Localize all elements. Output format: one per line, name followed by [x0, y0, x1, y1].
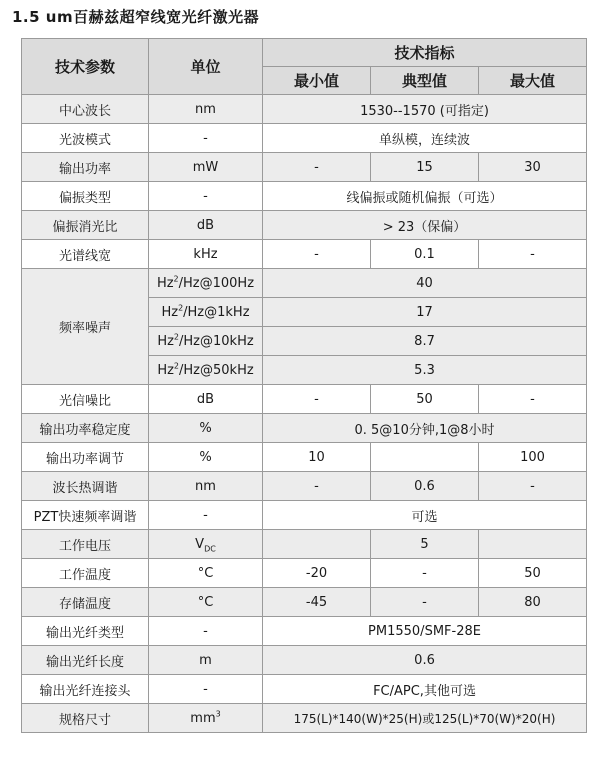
unit-sup: 2	[173, 361, 180, 371]
table-row	[22, 646, 587, 675]
unit-rest: /Hz@1kHz	[183, 304, 250, 320]
param-typ: 5	[371, 530, 479, 559]
param-unit: dB	[149, 385, 263, 414]
param-unit	[149, 269, 263, 298]
param-min: -	[263, 153, 371, 182]
table-row	[22, 211, 587, 240]
unit-rest: /Hz@50kHz	[179, 362, 254, 378]
param-unit	[149, 298, 263, 327]
param-max: 100	[479, 443, 587, 472]
param-unit	[149, 327, 263, 356]
param-name: 光谱线宽	[22, 240, 149, 269]
param-value: FC/APC,其他可选	[263, 675, 587, 704]
param-unit: °C	[149, 588, 263, 617]
param-min: -	[263, 240, 371, 269]
param-name: 输出功率稳定度	[22, 414, 149, 443]
param-name: 输出功率	[22, 153, 149, 182]
param-unit	[149, 356, 263, 385]
param-name: 输出光纤连接头	[22, 675, 149, 704]
param-min: 10	[263, 443, 371, 472]
param-name: 偏振类型	[22, 182, 149, 211]
header-min: 最小值	[263, 67, 371, 95]
param-unit: -	[149, 124, 263, 153]
param-max: 30	[479, 153, 587, 182]
table-row	[22, 675, 587, 704]
param-unit: nm	[149, 95, 263, 124]
param-typ: -	[371, 559, 479, 588]
unit-base: mm	[190, 710, 216, 726]
param-max: -	[479, 385, 587, 414]
param-name: 输出光纤长度	[22, 646, 149, 675]
param-name: 输出光纤类型	[22, 617, 149, 646]
param-unit: -	[149, 182, 263, 211]
table-row	[22, 124, 587, 153]
param-unit: -	[149, 617, 263, 646]
table-row	[22, 588, 587, 617]
table-row	[22, 95, 587, 124]
param-unit: mW	[149, 153, 263, 182]
param-name: PZT快速频率调谐	[22, 501, 149, 530]
unit-sup: 2	[173, 332, 180, 342]
param-min	[263, 530, 371, 559]
param-unit: nm	[149, 472, 263, 501]
header-max: 最大值	[479, 67, 587, 95]
param-typ: 50	[371, 385, 479, 414]
param-name: 规格尺寸	[22, 704, 149, 733]
header-unit: 单位	[149, 39, 263, 95]
param-value: 40	[263, 269, 587, 298]
table-row	[22, 530, 587, 559]
param-unit: -	[149, 501, 263, 530]
table-row	[22, 182, 587, 211]
spec-table	[21, 38, 587, 733]
param-value: 1530--1570 (可指定)	[263, 95, 587, 124]
table-row	[22, 559, 587, 588]
param-value: 17	[263, 298, 587, 327]
param-typ: 0.1	[371, 240, 479, 269]
page-title: 1.5 um百赫兹超窄线宽光纤激光器	[12, 8, 260, 26]
param-max: 50	[479, 559, 587, 588]
table-row	[22, 385, 587, 414]
table-row	[22, 269, 587, 298]
unit-rest: /Hz@100Hz	[178, 275, 255, 291]
param-typ: -	[371, 588, 479, 617]
header-param: 技术参数	[22, 39, 149, 95]
param-max: -	[479, 472, 587, 501]
param-typ	[371, 443, 479, 472]
param-max: 80	[479, 588, 587, 617]
param-min: -45	[263, 588, 371, 617]
param-max	[479, 530, 587, 559]
table-row	[22, 501, 587, 530]
table-row	[22, 153, 587, 182]
param-value: > 23（保偏）	[263, 211, 587, 240]
param-value: 8.7	[263, 327, 587, 356]
param-name: 光波模式	[22, 124, 149, 153]
param-unit: %	[149, 414, 263, 443]
param-name: 输出功率调节	[22, 443, 149, 472]
header-typ: 典型值	[371, 67, 479, 95]
param-name: 波长热调谐	[22, 472, 149, 501]
param-min: -20	[263, 559, 371, 588]
param-unit	[149, 530, 263, 559]
unit-base: Hz	[157, 362, 174, 378]
param-min: -	[263, 385, 371, 414]
param-value: 0.6	[263, 646, 587, 675]
table-row	[22, 704, 587, 733]
unit-sup: 2	[173, 274, 179, 284]
param-value: 175(L)*140(W)*25(H)或125(L)*70(W)*20(H)	[263, 704, 587, 733]
param-name: 工作温度	[22, 559, 149, 588]
unit-base: Hz	[161, 304, 179, 320]
param-typ: 15	[371, 153, 479, 182]
param-min: -	[263, 472, 371, 501]
param-unit: %	[149, 443, 263, 472]
param-name: 中心波长	[22, 95, 149, 124]
param-name: 偏振消光比	[22, 211, 149, 240]
param-unit: dB	[149, 211, 263, 240]
param-unit: °C	[149, 559, 263, 588]
table-row	[22, 240, 587, 269]
param-unit: m	[149, 646, 263, 675]
unit-sup: 3	[215, 709, 221, 719]
param-unit	[149, 704, 263, 733]
unit-rest: /Hz@10kHz	[179, 333, 254, 349]
param-name: 工作电压	[22, 530, 149, 559]
table-row	[22, 617, 587, 646]
table-row	[22, 443, 587, 472]
param-value: 单纵模，连续波	[263, 124, 587, 153]
param-value: PM1550/SMF-28E	[263, 617, 587, 646]
unit-base: V	[195, 536, 205, 552]
unit-base: Hz	[156, 275, 174, 291]
unit-sub: DC	[204, 544, 216, 554]
param-value: 线偏振或随机偏振（可选）	[263, 182, 587, 211]
param-name: 频率噪声	[22, 269, 149, 385]
unit-sup: 2	[178, 303, 184, 313]
unit-base: Hz	[157, 333, 174, 349]
header-spec: 技术指标	[263, 39, 587, 67]
param-unit: kHz	[149, 240, 263, 269]
param-value: 5.3	[263, 356, 587, 385]
param-unit: -	[149, 675, 263, 704]
param-max: -	[479, 240, 587, 269]
table-row	[22, 414, 587, 443]
table-row	[22, 472, 587, 501]
param-name: 存储温度	[22, 588, 149, 617]
param-name: 光信噪比	[22, 385, 149, 414]
param-value: 可选	[263, 501, 587, 530]
param-typ: 0.6	[371, 472, 479, 501]
param-value: 0. 5@10分钟,1@8小时	[263, 414, 587, 443]
